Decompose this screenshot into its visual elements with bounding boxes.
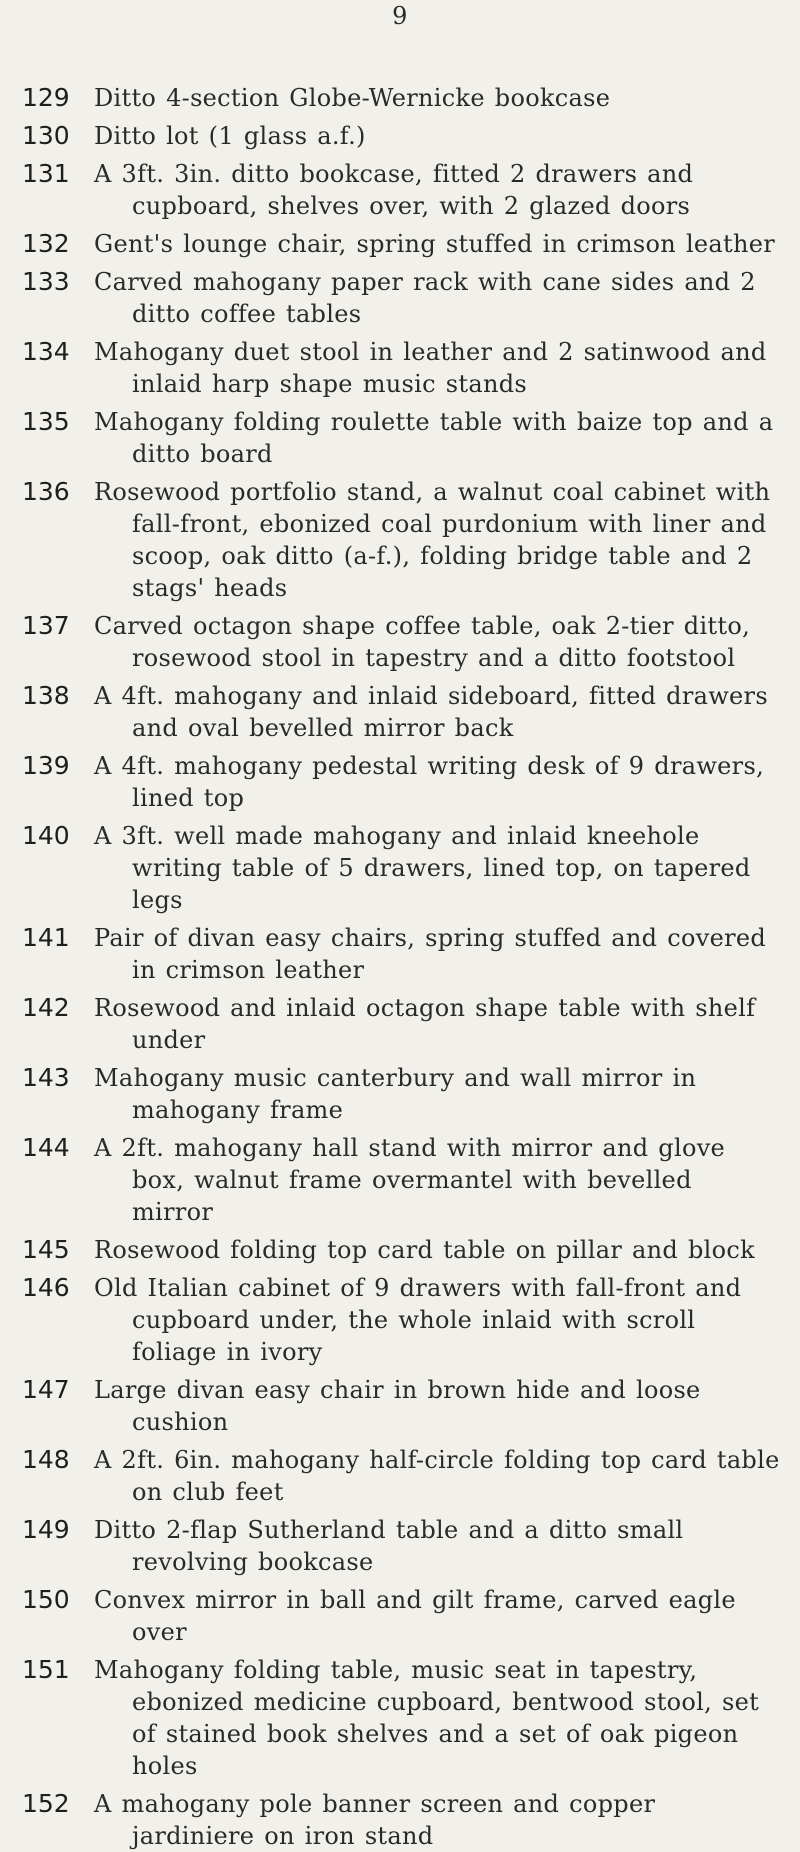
lot-entry: [22, 476, 782, 604]
lot-number: 144: [22, 1133, 70, 1162]
lot-number: 145: [22, 1235, 70, 1264]
lot-number: 148: [22, 1445, 70, 1474]
lot-description: Mahogany music canterbury and wall mirror in mahogany frame: [94, 1064, 697, 1124]
lot-entry: [22, 1444, 782, 1508]
lot-description: Old Italian cabinet of 9 drawers with fall-front and cupboard under, the whole inlaid with scroll foliage in ivory: [94, 1274, 742, 1366]
lot-description: Pair of divan easy chairs, spring stuffed and covered in crimson leather: [94, 924, 767, 984]
lot-entry: [22, 680, 782, 744]
lot-entry: [22, 922, 782, 986]
lot-number: 136: [22, 477, 70, 506]
lot-description: Rosewood and inlaid octagon shape table with shelf under: [94, 994, 756, 1054]
lot-entry: [22, 1374, 782, 1438]
lot-entry: [22, 610, 782, 674]
lot-number: 140: [22, 821, 70, 850]
lot-number: 142: [22, 993, 70, 1022]
lot-description: Rosewood portfolio stand, a walnut coal cabinet with fall-front, ebonized coal purdonium with liner and scoop, oak ditto (a-f.), folding bridge table and 2 stags' heads: [94, 478, 771, 602]
lot-description: Large divan easy chair in brown hide and loose cushion: [94, 1376, 701, 1436]
lot-description: A 4ft. mahogany pedestal writing desk of 9 drawers, lined top: [94, 752, 764, 812]
lot-list: [22, 82, 782, 1852]
lot-description: A 4ft. mahogany and inlaid sideboard, fitted drawers and oval bevelled mirror back: [94, 682, 768, 742]
lot-number: 147: [22, 1375, 70, 1404]
lot-description: A 3ft. well made mahogany and inlaid kneehole writing table of 5 drawers, lined top, on tapered legs: [94, 822, 751, 914]
lot-number: 143: [22, 1063, 70, 1092]
lot-entry: [22, 1272, 782, 1368]
lot-number: 129: [22, 83, 70, 112]
lot-entry: [22, 992, 782, 1056]
lot-number: 133: [22, 267, 70, 296]
lot-description: Mahogany folding roulette table with baize top and a ditto board: [94, 408, 774, 468]
lot-number: 132: [22, 229, 70, 258]
lot-number: 135: [22, 407, 70, 436]
lot-entry: [22, 1584, 782, 1648]
lot-entry: [22, 120, 782, 152]
lot-description: Gent's lounge chair, spring stuffed in crimson leather: [94, 230, 776, 258]
lot-description: A 2ft. mahogany hall stand with mirror and glove box, walnut frame overmantel with bevelled mirror: [94, 1134, 726, 1226]
page-number: 9: [392, 2, 408, 30]
lot-number: 139: [22, 751, 70, 780]
lot-entry: [22, 1654, 782, 1782]
lot-entry: [22, 1132, 782, 1228]
lot-number: 134: [22, 337, 70, 366]
lot-description: A 2ft. 6in. mahogany half-circle folding top card table on club feet: [94, 1446, 780, 1506]
lot-number: 152: [22, 1789, 70, 1818]
lot-entry: [22, 336, 782, 400]
lot-description: Ditto lot (1 glass a.f.): [94, 122, 366, 150]
lot-description: Carved octagon shape coffee table, oak 2-tier ditto, rosewood stool in tapestry and a ditto footstool: [94, 612, 751, 672]
lot-description: Carved mahogany paper rack with cane sides and 2 ditto coffee tables: [94, 268, 756, 328]
lot-description: Mahogany duet stool in leather and 2 satinwood and inlaid harp shape music stands: [94, 338, 767, 398]
lot-entry: [22, 82, 782, 114]
lot-description: Ditto 4-section Globe-Wernicke bookcase: [94, 84, 611, 112]
lot-description: A mahogany pole banner screen and copper jardiniere on iron stand: [94, 1790, 656, 1850]
lot-number: 150: [22, 1585, 70, 1614]
lot-number: 146: [22, 1273, 70, 1302]
lot-entry: [22, 820, 782, 916]
lot-entry: [22, 266, 782, 330]
lot-description: Mahogany folding table, music seat in tapestry, ebonized medicine cupboard, bentwood stool, set of stained book shelves and a set of oak pigeon holes: [94, 1656, 760, 1780]
lot-entry: [22, 158, 782, 222]
lot-entry: [22, 228, 782, 260]
lot-entry: [22, 1062, 782, 1126]
lot-number: 138: [22, 681, 70, 710]
lot-number: 141: [22, 923, 70, 952]
lot-number: 130: [22, 121, 70, 150]
lot-entry: [22, 1234, 782, 1266]
lot-entry: [22, 750, 782, 814]
lot-number: 149: [22, 1515, 70, 1544]
lot-number: 137: [22, 611, 70, 640]
lot-description: Convex mirror in ball and gilt frame, carved eagle over: [94, 1586, 736, 1646]
lot-entry: [22, 1788, 782, 1852]
lot-description: Rosewood folding top card table on pillar and block: [94, 1236, 755, 1264]
lot-entry: [22, 1514, 782, 1578]
lot-description: A 3ft. 3in. ditto bookcase, fitted 2 drawers and cupboard, shelves over, with 2 glazed doors: [94, 160, 694, 220]
lot-number: 151: [22, 1655, 70, 1684]
lot-number: 131: [22, 159, 70, 188]
lot-description: Ditto 2-flap Sutherland table and a ditto small revolving bookcase: [94, 1516, 684, 1576]
lot-entry: [22, 406, 782, 470]
